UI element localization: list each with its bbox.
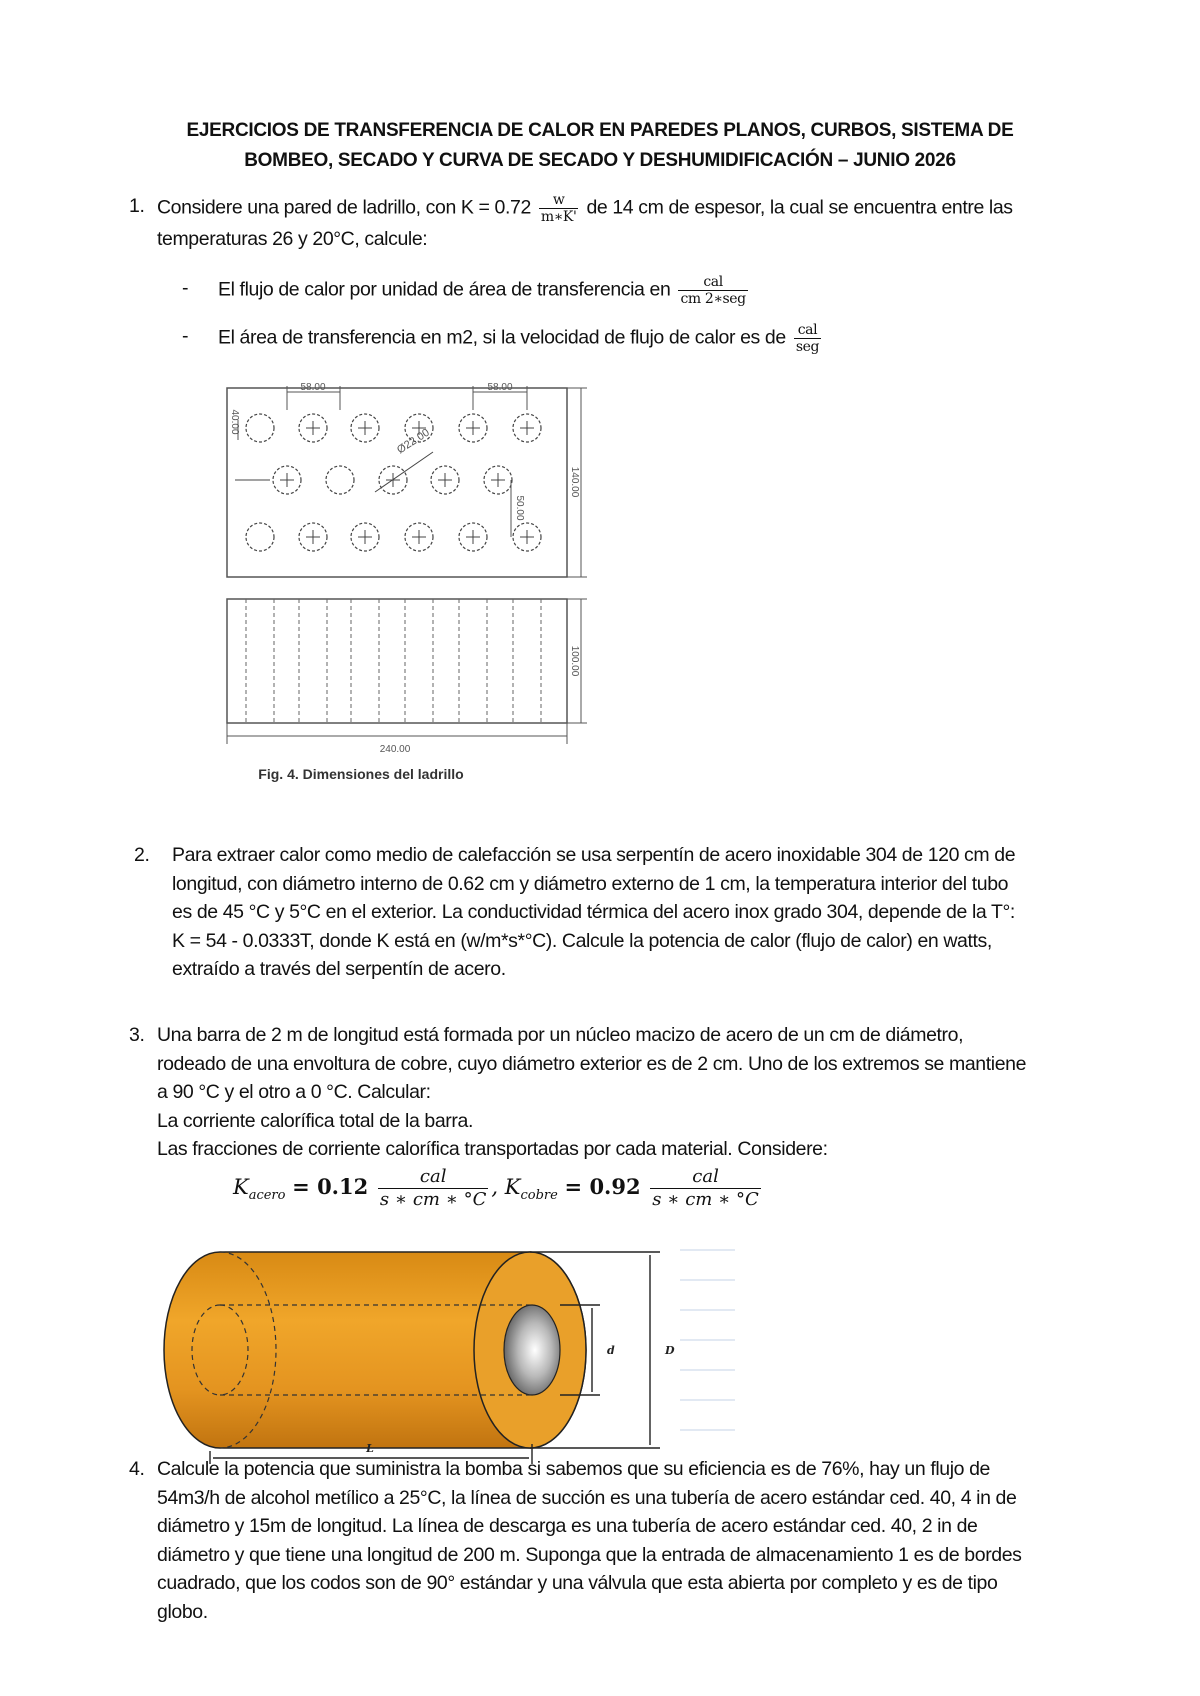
brick-top-view bbox=[227, 388, 567, 577]
exercise-number: 2. bbox=[134, 844, 150, 866]
exercise-1-line-1 bbox=[157, 192, 1097, 225]
title-line-2: BOMBEO, SECADO Y CURVA DE SECADO Y DESHUMIDIFICACIÓN – JUNIO 2026 bbox=[244, 150, 956, 171]
document-title bbox=[120, 116, 1080, 176]
bullet-dash: - bbox=[182, 277, 189, 299]
figure-caption: Fig. 4. Dimensiones del ladrillo bbox=[258, 766, 464, 782]
dim-width: 240.00 bbox=[379, 744, 411, 755]
exercise-2-line: extraído a través del serpentín de acero. bbox=[172, 958, 506, 980]
dim-inner: 50.00 bbox=[514, 495, 525, 521]
exercise-number: 4. bbox=[129, 1458, 145, 1480]
exercise-number: 1. bbox=[129, 195, 145, 217]
bullet-text: El flujo de calor por unidad de área de transferencia en bbox=[218, 278, 671, 301]
fraction-denominator: s ∗ cm ∗ °C bbox=[379, 1189, 487, 1210]
exercise-1-text-b: de 14 cm de espesor, la cual se encuentra entre las bbox=[586, 196, 1013, 219]
brick-side-view bbox=[227, 599, 567, 723]
conductivity-equation bbox=[233, 1166, 764, 1211]
k-cobre-units bbox=[650, 1166, 761, 1211]
fraction-denominator: cm 2∗seg bbox=[680, 291, 746, 307]
exercise-4-line: globo. bbox=[157, 1600, 208, 1623]
k-units-fraction bbox=[539, 192, 579, 225]
fraction-numerator: cal bbox=[794, 322, 821, 339]
exercise-4-line: 54m3/h de alcohol metílico a 25°C, la línea de succión es una tubería de acero estándar ced. 40, 4 in de bbox=[157, 1486, 1017, 1509]
exercise-4-line: diámetro y 15m de longitud. La línea de descarga es una tubería de acero estándar ced. 40, 2 in de bbox=[157, 1515, 978, 1537]
exercise-4-line: cuadrado, que los codos son de 90° estándar y una válvula que esta abierta por completo y es de tipo bbox=[157, 1572, 998, 1594]
fraction-numerator: w bbox=[539, 192, 579, 209]
top-dimension-lines bbox=[238, 386, 587, 577]
title-line-1: EJERCICIOS DE TRANSFERENCIA DE CALOR EN PAREDES PLANOS, CURBOS, SISTEMA DE bbox=[186, 120, 1014, 141]
k-cobre-subscript: cobre bbox=[520, 1188, 558, 1204]
label-D: D bbox=[665, 1344, 675, 1357]
composite-bar-figure bbox=[160, 1238, 740, 1464]
exercise-3-line: rodeado de una envoltura de cobre, cuyo diámetro exterior es de 2 cm. Uno de los extremos se mantiene bbox=[157, 1052, 1027, 1075]
dim-top-left: 58.00 bbox=[300, 382, 326, 393]
exercise-2-line: es de 45 °C y 5°C en el exterior. La conductividad térmica del acero inox grado 304, depende de la T°: bbox=[172, 901, 1015, 923]
fraction-numerator: cal bbox=[678, 274, 747, 291]
exercise-2-line: longitud, con diámetro interno de 0.62 cm y diámetro externo de 1 cm, la temperatura interior del tubo bbox=[172, 872, 1009, 895]
cal-per-cm2-seg-fraction bbox=[678, 274, 747, 307]
cal-per-seg-fraction bbox=[794, 322, 821, 355]
exercise-1-line-2: temperaturas 26 y 20°C, calcule: bbox=[157, 228, 428, 250]
k-cobre-value: = 0.92 bbox=[564, 1174, 641, 1199]
k-acero-symbol: K bbox=[233, 1175, 249, 1199]
exercise-3 bbox=[129, 1021, 1097, 1164]
dim-left: 40.00 bbox=[229, 409, 240, 435]
brick-dimensions-figure bbox=[215, 380, 595, 800]
exercise-1 bbox=[129, 192, 1097, 254]
exercise-4-line: diámetro y que tiene una longitud de 200 m. Suponga que la entrada de almacenamiento 1 es de bordes bbox=[157, 1543, 1022, 1566]
k-acero-value: = 0.12 bbox=[292, 1174, 369, 1199]
fraction-numerator: cal bbox=[378, 1166, 489, 1189]
exercise-4-line: Calcule la potencia que suministra la bomba si sabemos que su eficiencia es de 76%, hay un flujo de bbox=[157, 1458, 990, 1480]
exercise-2 bbox=[134, 841, 1112, 984]
bullet-text: El área de transferencia en m2, si la velocidad de flujo de calor es de bbox=[218, 326, 786, 349]
exercise-3-line: La corriente calorífica total de la barra. bbox=[157, 1109, 473, 1132]
fraction-denominator: s ∗ cm ∗ °C bbox=[652, 1189, 759, 1210]
exercise-3-line: a 90 °C y el otro a 0 °C. Calcular: bbox=[157, 1081, 431, 1103]
exercise-number: 3. bbox=[129, 1024, 145, 1046]
exercise-2-line: Para extraer calor como medio de calefacción se usa serpentín de acero inoxidable 304 de 120 cm de bbox=[172, 844, 1016, 866]
label-d: d bbox=[607, 1344, 615, 1357]
bullet-item bbox=[182, 322, 824, 355]
fraction-denominator: seg bbox=[795, 339, 820, 355]
k-cobre-symbol: K bbox=[504, 1175, 521, 1199]
bullet-dash: - bbox=[182, 325, 189, 347]
dim-side: 100.00 bbox=[569, 645, 580, 677]
equation-separator: , bbox=[491, 1175, 499, 1199]
background-rules bbox=[680, 1250, 735, 1430]
k-acero-units bbox=[378, 1166, 489, 1211]
exercise-1-text-a: Considere una pared de ladrillo, con K = 0.72 bbox=[157, 196, 531, 219]
bullet-item bbox=[182, 274, 751, 307]
exercise-3-line: Las fracciones de corriente calorífica transportadas por cada material. Considere: bbox=[157, 1138, 828, 1160]
hole-centerlines bbox=[235, 421, 534, 544]
label-L: L bbox=[366, 1442, 374, 1455]
k-acero-subscript: acero bbox=[248, 1188, 286, 1204]
exercise-3-line: Una barra de 2 m de longitud está formada por un núcleo macizo de acero de un cm de diámetro, bbox=[157, 1024, 964, 1046]
dim-diameter: Ø22.00 bbox=[394, 426, 432, 457]
fraction-denominator: m∗K' bbox=[540, 209, 577, 225]
side-view-holes bbox=[246, 599, 541, 723]
exercise-4 bbox=[129, 1455, 1097, 1626]
dim-height: 140.00 bbox=[569, 466, 580, 498]
fraction-numerator: cal bbox=[650, 1166, 761, 1189]
steel-core bbox=[504, 1305, 560, 1395]
dim-top-right: 58.00 bbox=[487, 382, 513, 393]
exercise-2-line: K = 54 - 0.0333T, donde K está en (w/m*s*°C). Calcule la potencia de calor (flujo de calor) en watts, bbox=[172, 929, 992, 952]
